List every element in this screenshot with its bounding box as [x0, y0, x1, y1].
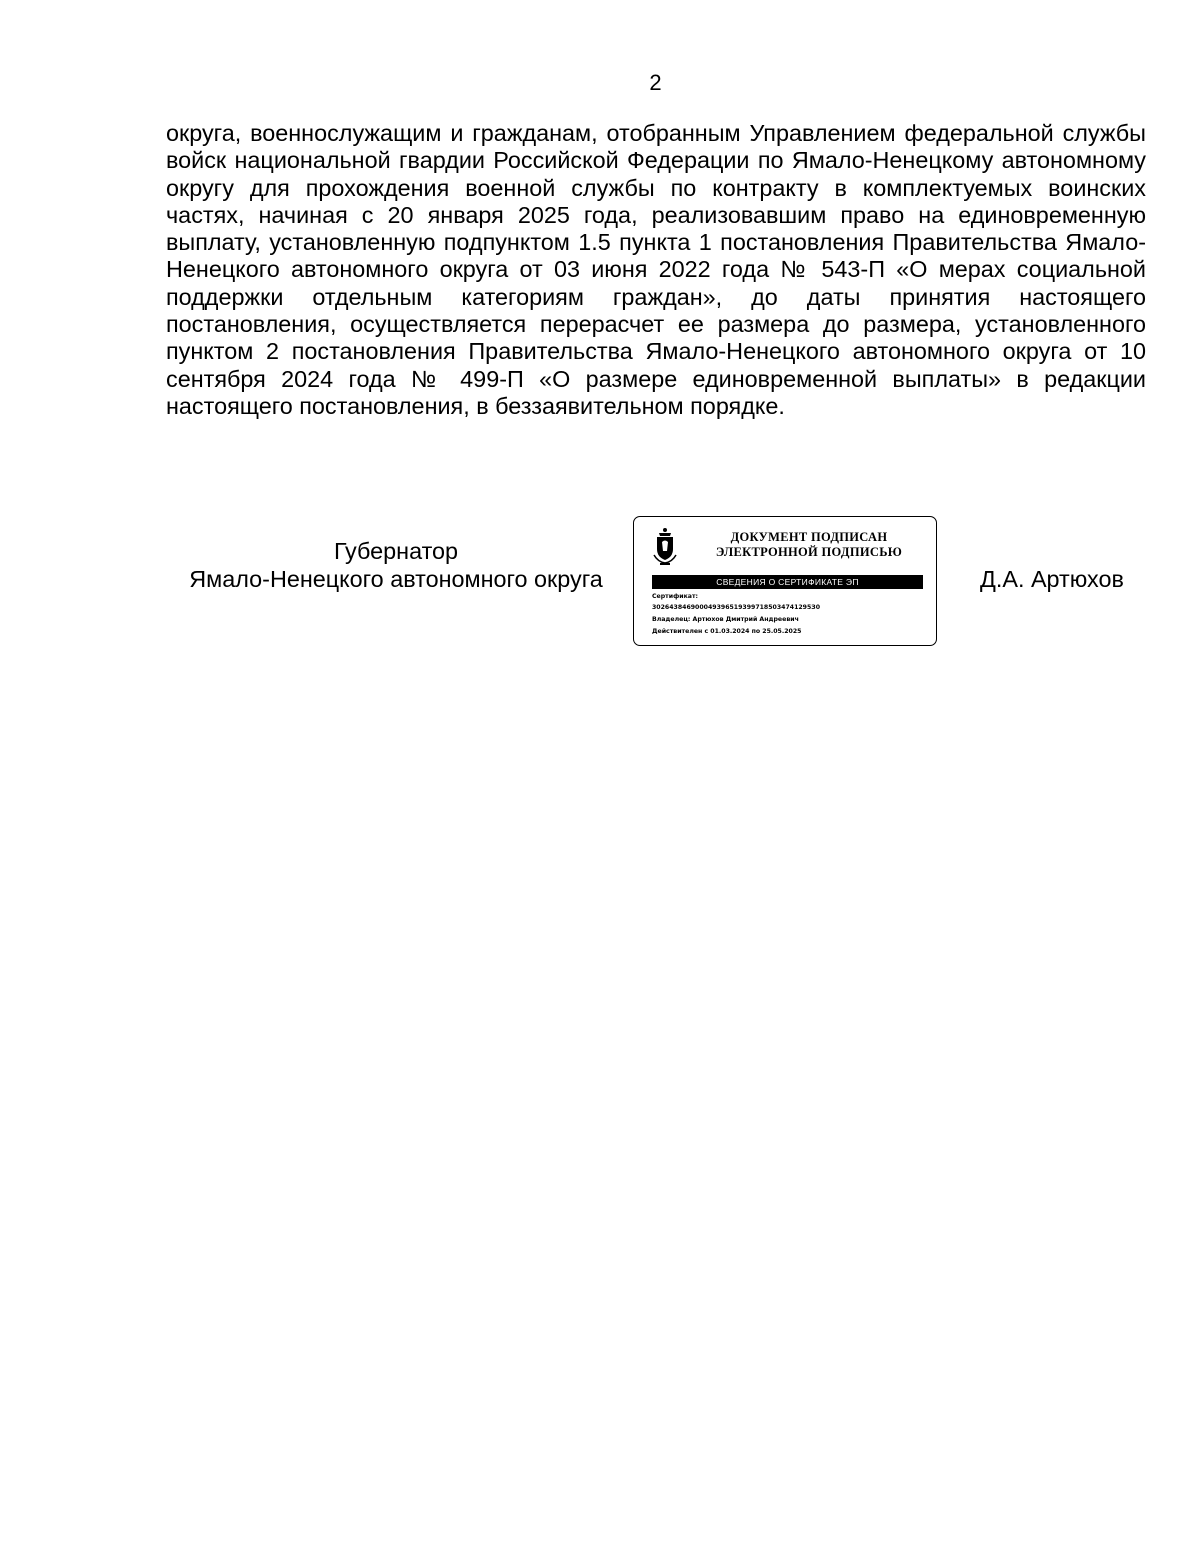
page-number: 2: [649, 70, 662, 95]
stamp-heading-line2: ЭЛЕКТРОННОЙ ПОДПИСЬЮ: [715, 545, 903, 559]
certificate-label: Сертификат:: [652, 593, 698, 600]
electronic-signature-stamp: [633, 516, 937, 646]
certificate-number: 3026438469000493965193997185034741295З0: [652, 604, 820, 611]
signatory-name: Д.А. Артюхов: [980, 566, 1124, 592]
stamp-heading-line1: ДОКУМЕНТ ПОДПИСАН: [730, 530, 888, 544]
certificate-validity: Действителен с 01.03.2024 по 25.05.2025: [652, 628, 802, 635]
body-paragraph: округа, военнослужащим и гражданам, отобранным Управлением федеральной службы войск национальной гвардии Российской Федерации по Ямало-Ненецкому автономному округу для прохождения военной службы по контракту в комплектуемых воинских частях, начиная с 20 января 2025 года, реализовавшим право на единовременную выплату, установленную подпунктом 1.5 пункта 1 постановления Правительства Ямало-Ненецкого автономного округа от 03 июня 2022 года № 543-П «О мерах социальной поддержки отдельным категориям граждан», до даты принятия настоящего постановления, осуществляется перерасчет ее размера до размера, установленного пунктом 2 постановления Правительства Ямало-Ненецкого автономного округа от 10 сентября 2024 года № 499-П «О размере единовременной выплаты» в редакции настоящего постановления, в беззаявительном порядке.: [166, 120, 1146, 419]
signatory-title-line1: Губернатор: [333, 538, 459, 564]
yanao-coat-of-arms-icon: [652, 527, 678, 567]
certificate-info-bar: СВЕДЕНИЯ О СЕРТИФИКАТЕ ЭП: [652, 575, 923, 589]
signatory-title: [166, 537, 626, 593]
signatory-title-line2: Ямало-Ненецкого автономного округа: [189, 566, 603, 592]
stamp-heading: [694, 530, 924, 560]
certificate-owner: Владелец: Артюхов Дмитрий Андреевич: [652, 616, 799, 623]
